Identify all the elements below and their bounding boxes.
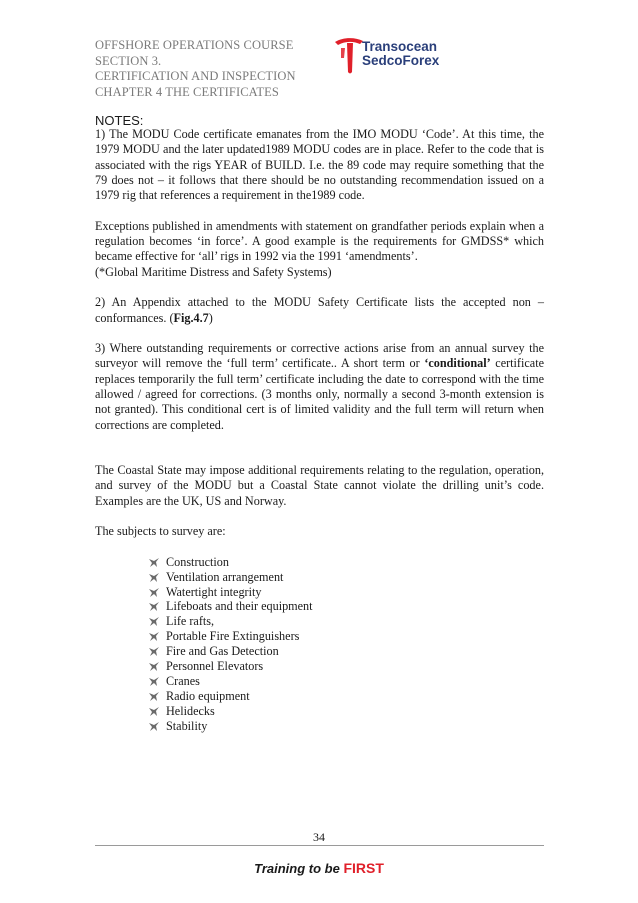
- list-item: [148, 659, 544, 674]
- star-bullet-icon: [148, 661, 160, 672]
- star-bullet-icon: [148, 646, 160, 657]
- list-item: [148, 629, 544, 644]
- document-body: [95, 127, 544, 734]
- header-section: SECTION 3.: [95, 53, 162, 68]
- transocean-logo-icon: [333, 36, 365, 76]
- star-bullet-icon: [148, 676, 160, 687]
- conditional-text-a: 3) Where outstanding requirements or corrective actions arise from an annual survey the surveyor will remove the ‘full term’ certificate.. A short term or: [95, 341, 544, 371]
- figure-reference: Fig.4.7: [173, 310, 209, 325]
- paragraph-appendix: [95, 295, 544, 326]
- conditional-text-b: certificate replaces temporarily the full term’ certificate including the date to correspond with the time allowed / agreed for corrections. (3 months only, normally a second 3-month extension is not granted). This conditional cert is of limited validity and the full term will return when corrections are completed.: [95, 356, 544, 432]
- paragraph-exceptions: [95, 219, 544, 280]
- star-bullet-icon: [148, 557, 160, 568]
- list-item: [148, 599, 544, 614]
- page-number: 34: [313, 830, 325, 844]
- header-course: OFFSHORE OPERATIONS COURSE: [95, 38, 294, 52]
- notes-heading: NOTES:: [95, 113, 144, 128]
- gmdss-footnote: (*Global Maritime Distress and Safety Systems): [95, 264, 332, 279]
- paragraph-coastal-state: The Coastal State may impose additional requirements relating to the regulation, operation, and survey of the MODU but a Coastal State cannot violate the drilling unit’s code. Examples are the UK, US and Norway.: [95, 462, 544, 508]
- star-bullet-icon: [148, 706, 160, 717]
- logo-line-1: Transocean: [362, 39, 438, 54]
- list-item: [148, 704, 544, 719]
- subject-label: Ventilation arrangement: [166, 569, 284, 584]
- list-item: [148, 555, 544, 570]
- subject-label: Construction: [166, 554, 229, 569]
- star-bullet-icon: [148, 601, 160, 612]
- subject-label: Cranes: [166, 673, 200, 688]
- paragraph-modu-code: 1) The MODU Code certificate emanates from the IMO MODU ‘Code’. At this time, the 1979 MODU and the later updated1989 MODU codes are in place. Refer to the code that is associated with the rigs YEAR of BUILD. I.e. the 89 code may require something that the 79 does not – it follows that there should be no outstanding recommendation issued on a 1979 rig that references a requirement in the1989 code.: [95, 127, 544, 203]
- star-bullet-icon: [148, 587, 160, 598]
- star-bullet-icon: [148, 631, 160, 642]
- star-bullet-icon: [148, 572, 160, 583]
- subject-label: Life rafts,: [166, 614, 215, 629]
- header-topic: CERTIFICATION AND INSPECTION: [95, 69, 296, 83]
- appendix-close: ): [208, 310, 213, 325]
- list-item: [148, 570, 544, 585]
- conditional-term: ‘conditional’: [424, 356, 491, 371]
- star-bullet-icon: [148, 691, 160, 702]
- exceptions-text: Exceptions published in amendments with statement on grandfather periods explain when a regulation becomes ‘in force’. A good example is the requirements for GMDSS* which became effective for ‘all’ rigs in 1992 via the 1991 ‘amendments’.: [95, 218, 544, 264]
- subject-label: Fire and Gas Detection: [166, 644, 279, 659]
- subject-label: Personnel Elevators: [166, 659, 264, 674]
- list-item: [148, 719, 544, 734]
- subject-label: Helidecks: [166, 703, 215, 718]
- paragraph-conditional: [95, 341, 544, 433]
- list-item: [148, 689, 544, 704]
- subjects-heading: The subjects to survey are:: [95, 524, 226, 539]
- list-item: [148, 644, 544, 659]
- subject-label: Lifeboats and their equipment: [166, 599, 313, 614]
- tagline-text: Training to be: [254, 861, 344, 876]
- logo-line-2: SedcoForex: [362, 53, 440, 68]
- list-item: [148, 674, 544, 689]
- subject-label: Stability: [166, 718, 208, 733]
- footer-tagline: [0, 860, 638, 876]
- logo-wordmark: [362, 40, 439, 68]
- subjects-list: [95, 555, 544, 734]
- page-header: [95, 38, 545, 108]
- subject-label: Watertight integrity: [166, 584, 262, 599]
- list-item: [148, 614, 544, 629]
- subject-label: Portable Fire Extinguishers: [166, 629, 300, 644]
- header-chapter: CHAPTER 4 THE CERTIFICATES: [95, 84, 279, 99]
- subject-label: Radio equipment: [166, 688, 250, 703]
- tagline-emphasis: FIRST: [343, 860, 384, 876]
- list-item: [148, 585, 544, 600]
- star-bullet-icon: [148, 616, 160, 627]
- footer-divider: [95, 845, 544, 846]
- appendix-text: 2) An Appendix attached to the MODU Safety Certificate lists the accepted non – conformances. (: [95, 295, 544, 325]
- star-bullet-icon: [148, 721, 160, 732]
